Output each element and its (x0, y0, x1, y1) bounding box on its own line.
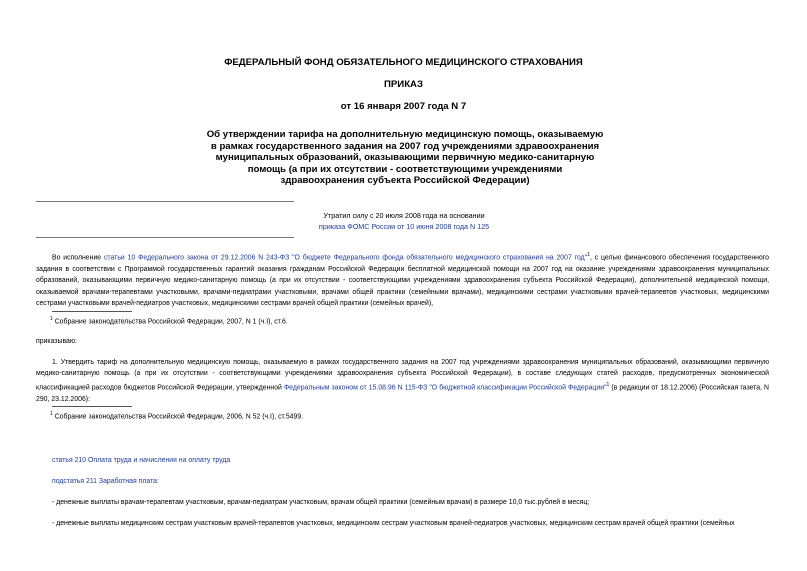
payment-item-doctors: - денежные выплаты врачам-терапевтам участковым, врачам-педиатрам участковым, врачам общей практики (семейным врачам) в размере 10,0 тыс.рублей в месяц; (52, 499, 590, 506)
footnote-mark: 1 (587, 252, 590, 258)
item-1-rest: (в редакции от 18.12.2006) (Российская газета, N 290, 23.12.2006): (36, 384, 769, 403)
paragraph-item-1 (36, 357, 769, 405)
footnote-1-text: Собрание законодательства Российской Федерации, 2007, N 1 (ч.I), ст.6. (54, 318, 288, 326)
footnote-2-mark: 1 (50, 411, 53, 417)
paragraph-preamble (36, 250, 769, 309)
doc-type-heading: ПРИКАЗ (384, 79, 423, 90)
article-210-link[interactable]: статья 210 Оплата труда и начисления на оплату труда (52, 457, 231, 464)
footnote-divider (52, 311, 132, 312)
subarticle-211-link[interactable]: подстатья 211 Заработная плата: (52, 478, 159, 485)
law-243-link[interactable]: статьи 10 Федерального закона от 29.12.2006 N 243-ФЗ "О бюджете Федерального фонда обязательного медицинского страхования на 2007 год" (103, 254, 588, 262)
item-1-prefix: 1. Утвердить тариф на дополнительную медицинскую помощь, оказываемую в рамках государственного задания на 2007 год учреждениями здравоохранения муниципальных образований, оказывающими первичную медико-санитарную помощь (а при их отсутствии - соответствующими учреждениями здравоохранения субъекта Российской Федерации), в составе следующих статей расходов, предусмотренных экономической классификацией расходов бюджетов Российской Федерации, утвержденной (36, 359, 769, 392)
payment-item-nurses: - денежные выплаты медицинским сестрам участковым врачей-терапевтов участковых, медицинским сестрам участковым врачей-педиатров участковых, медицинским сестрам врачей общей практики (семейных (52, 520, 735, 527)
footnote-divider (52, 406, 132, 407)
divider-bottom (36, 237, 294, 238)
date-number-heading: от 16 января 2007 года N 7 (340, 101, 467, 112)
document-title: Об утверждении тарифа на дополнительную медицинскую помощь, оказываемую в рамках государственного задания на 2007 год учреждениями здравоохранения муниципальных образований, оказывающими первичную медико-санитарную помощь (а при их отсутствии - соответствующими учреждениями здравоохранения субъекта Российской Федерации) (206, 129, 604, 187)
preamble-rest: , с целью финансового обеспечения государственного задания в соответствии с Программой государственных гарантий оказания гражданам Российской Федерации бесплатной медицинской помощи на 2007 год на оказание учреждениями здравоохранения муниципальных образований, оказывающими первичную медико-санитарную помощь (а при их отсутствии - соответствующими учреждениями здравоохранения субъекта Российской Федерации), дополнительной медицинской помощи, оказываемой врачами-терапевтами участковыми, врачами-педиатрами участковыми, врачами общей практики (семейными врачами), медицинскими сестрами участковыми врачей-терапевтов участковых, медицинскими сестрами участковыми врачей-педиатров участковых, медицинскими сестрами врачей общей практики (семейных врачей), (36, 254, 770, 307)
status-note-text: Утратил силу с 20 июля 2008 года на основании (323, 211, 485, 220)
status-note (300, 211, 508, 232)
preamble-prefix: Во исполнение (52, 254, 104, 262)
footnote-2-text: Собрание законодательства Российской Федерации, 2006, N 52 (ч.I), ст.5499. (54, 413, 304, 421)
footnote-1-mark: 1 (50, 316, 53, 322)
repeal-order-link[interactable]: приказа ФОМС России от 10 июня 2008 года N 125 (318, 221, 490, 231)
divider-top (36, 201, 294, 202)
footnote-2 (50, 411, 303, 420)
footnote-mark: 1 (606, 381, 610, 388)
org-heading: ФЕДЕРАЛЬНЫЙ ФОНД ОБЯЗАТЕЛЬНОГО МЕДИЦИНСКОГО СТРАХОВАНИЯ (224, 57, 583, 68)
footnote-1 (50, 316, 288, 325)
order-word: приказываю: (36, 338, 77, 345)
law-115-link[interactable]: Федеральным законом от 15.08.96 N 115-ФЗ "О бюджетной классификации Российской Федерации" (283, 384, 607, 392)
